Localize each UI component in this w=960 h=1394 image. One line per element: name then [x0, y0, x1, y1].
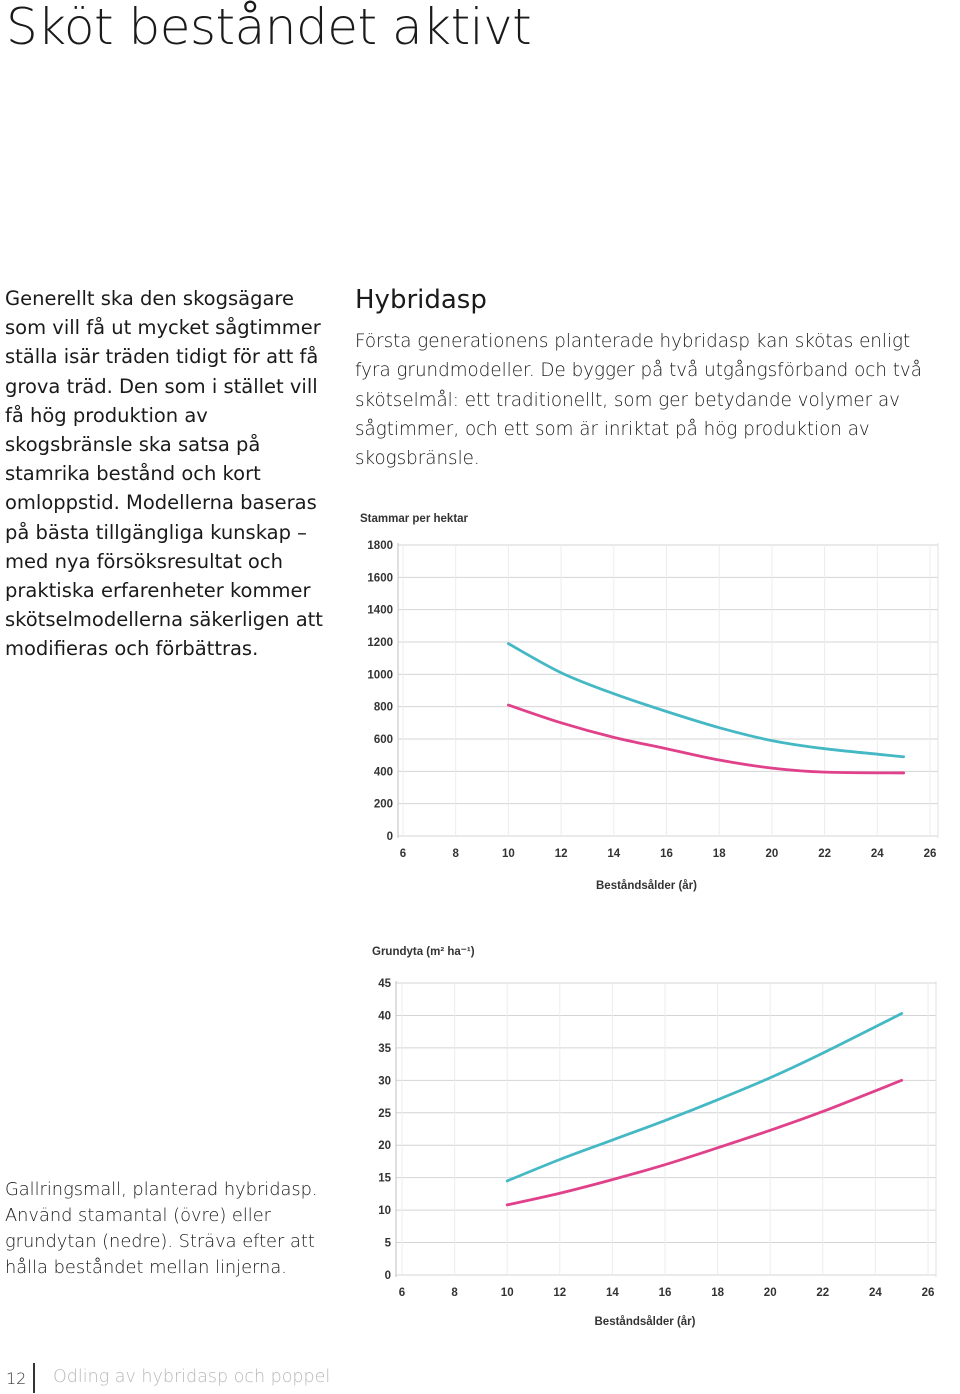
x-tick-label: 18	[712, 848, 726, 860]
y-tick-label: 200	[373, 798, 393, 811]
chart-title: Grundyta (m² ha⁻¹)	[372, 946, 475, 958]
y-tick-label: 1200	[367, 637, 393, 649]
x-tick-label: 10	[500, 1287, 514, 1299]
x-tick-label: 8	[451, 1287, 458, 1299]
x-tick-label: 12	[554, 848, 568, 860]
chart-title: Stammar per hektar	[360, 513, 469, 525]
x-tick-label: 26	[921, 1287, 935, 1299]
y-tick-label: 5	[384, 1237, 391, 1250]
section-heading: Hybridasp	[355, 285, 487, 315]
figure-caption: Gallringsmall, planterad hybridasp. Använd stamantal (övre) eller grundytan (nedre). Sträva efter att hålla beståndet mellan linjerna.	[5, 1179, 318, 1278]
section-body: Första generationens planterade hybridasp kan skötas enligt fyra grundmodeller. De bygger på två utgångsförband och två skötselmål: ett traditionellt, som ger betydande volymer av sågtimmer, och ett som är inriktat på hög produktion av skogsbränsle.	[355, 331, 922, 470]
x-tick-label: 24	[870, 848, 884, 860]
x-tick-label: 24	[869, 1287, 882, 1299]
y-tick-label: 400	[373, 766, 393, 779]
x-tick-label: 22	[818, 848, 831, 860]
x-axis-label: Beståndsålder (år)	[594, 1316, 696, 1328]
x-tick-label: 20	[763, 1287, 777, 1299]
x-tick-label: 10	[502, 848, 515, 860]
x-tick-label: 14	[607, 848, 621, 860]
x-tick-label: 22	[816, 1287, 830, 1299]
y-tick-label: 45	[378, 978, 391, 990]
y-tick-label: 600	[373, 734, 393, 746]
x-tick-label: 16	[658, 1287, 672, 1299]
x-axis-label: Beståndsålder (år)	[596, 880, 697, 892]
y-tick-label: 40	[378, 1010, 391, 1023]
y-tick-label: 1800	[367, 540, 393, 552]
x-tick-label: 12	[553, 1287, 567, 1299]
x-tick-label: 18	[711, 1287, 724, 1299]
x-tick-label: 16	[660, 848, 673, 860]
x-tick-label: 6	[399, 848, 407, 860]
x-tick-label: 8	[452, 848, 459, 860]
y-tick-label: 35	[378, 1042, 391, 1055]
intro-paragraph: Generellt ska den skogsägare som vill få ut mycket sågtimmer ställa isär träden tidigt för att få grova träd. Den som i stället vill få hög produktion av skogsbränsle ska satsa på stamrika bestånd och kort omloppstid. Modellerna baseras på bästa tillgängliga kunskap – med nya försöksresultat och praktiska erfarenheter kommer skötselmodellerna säkerligen att modifieras och förbättras.	[5, 287, 323, 661]
x-tick-label: 14	[606, 1287, 619, 1299]
page-title: Sköt beståndet aktivt	[6, 0, 532, 56]
y-tick-label: 1000	[367, 669, 393, 682]
y-tick-label: 1600	[367, 572, 393, 585]
x-tick-label: 26	[923, 848, 937, 860]
y-tick-label: 20	[378, 1140, 391, 1153]
y-tick-label: 1400	[367, 604, 393, 617]
y-tick-label: 0	[386, 831, 393, 843]
y-tick-label: 10	[378, 1205, 391, 1218]
y-tick-label: 25	[378, 1107, 391, 1120]
y-tick-label: 800	[373, 701, 393, 714]
y-tick-label: 30	[378, 1075, 391, 1088]
footer-page-number: 12	[6, 1369, 27, 1388]
y-tick-label: 15	[378, 1172, 391, 1185]
footer-publication-title: Odling av hybridasp och poppel	[53, 1367, 331, 1387]
x-tick-label: 6	[398, 1287, 406, 1299]
footer-divider	[33, 1363, 35, 1393]
y-tick-label: 0	[384, 1270, 391, 1282]
x-tick-label: 20	[765, 848, 779, 860]
plot-area	[396, 981, 936, 1277]
